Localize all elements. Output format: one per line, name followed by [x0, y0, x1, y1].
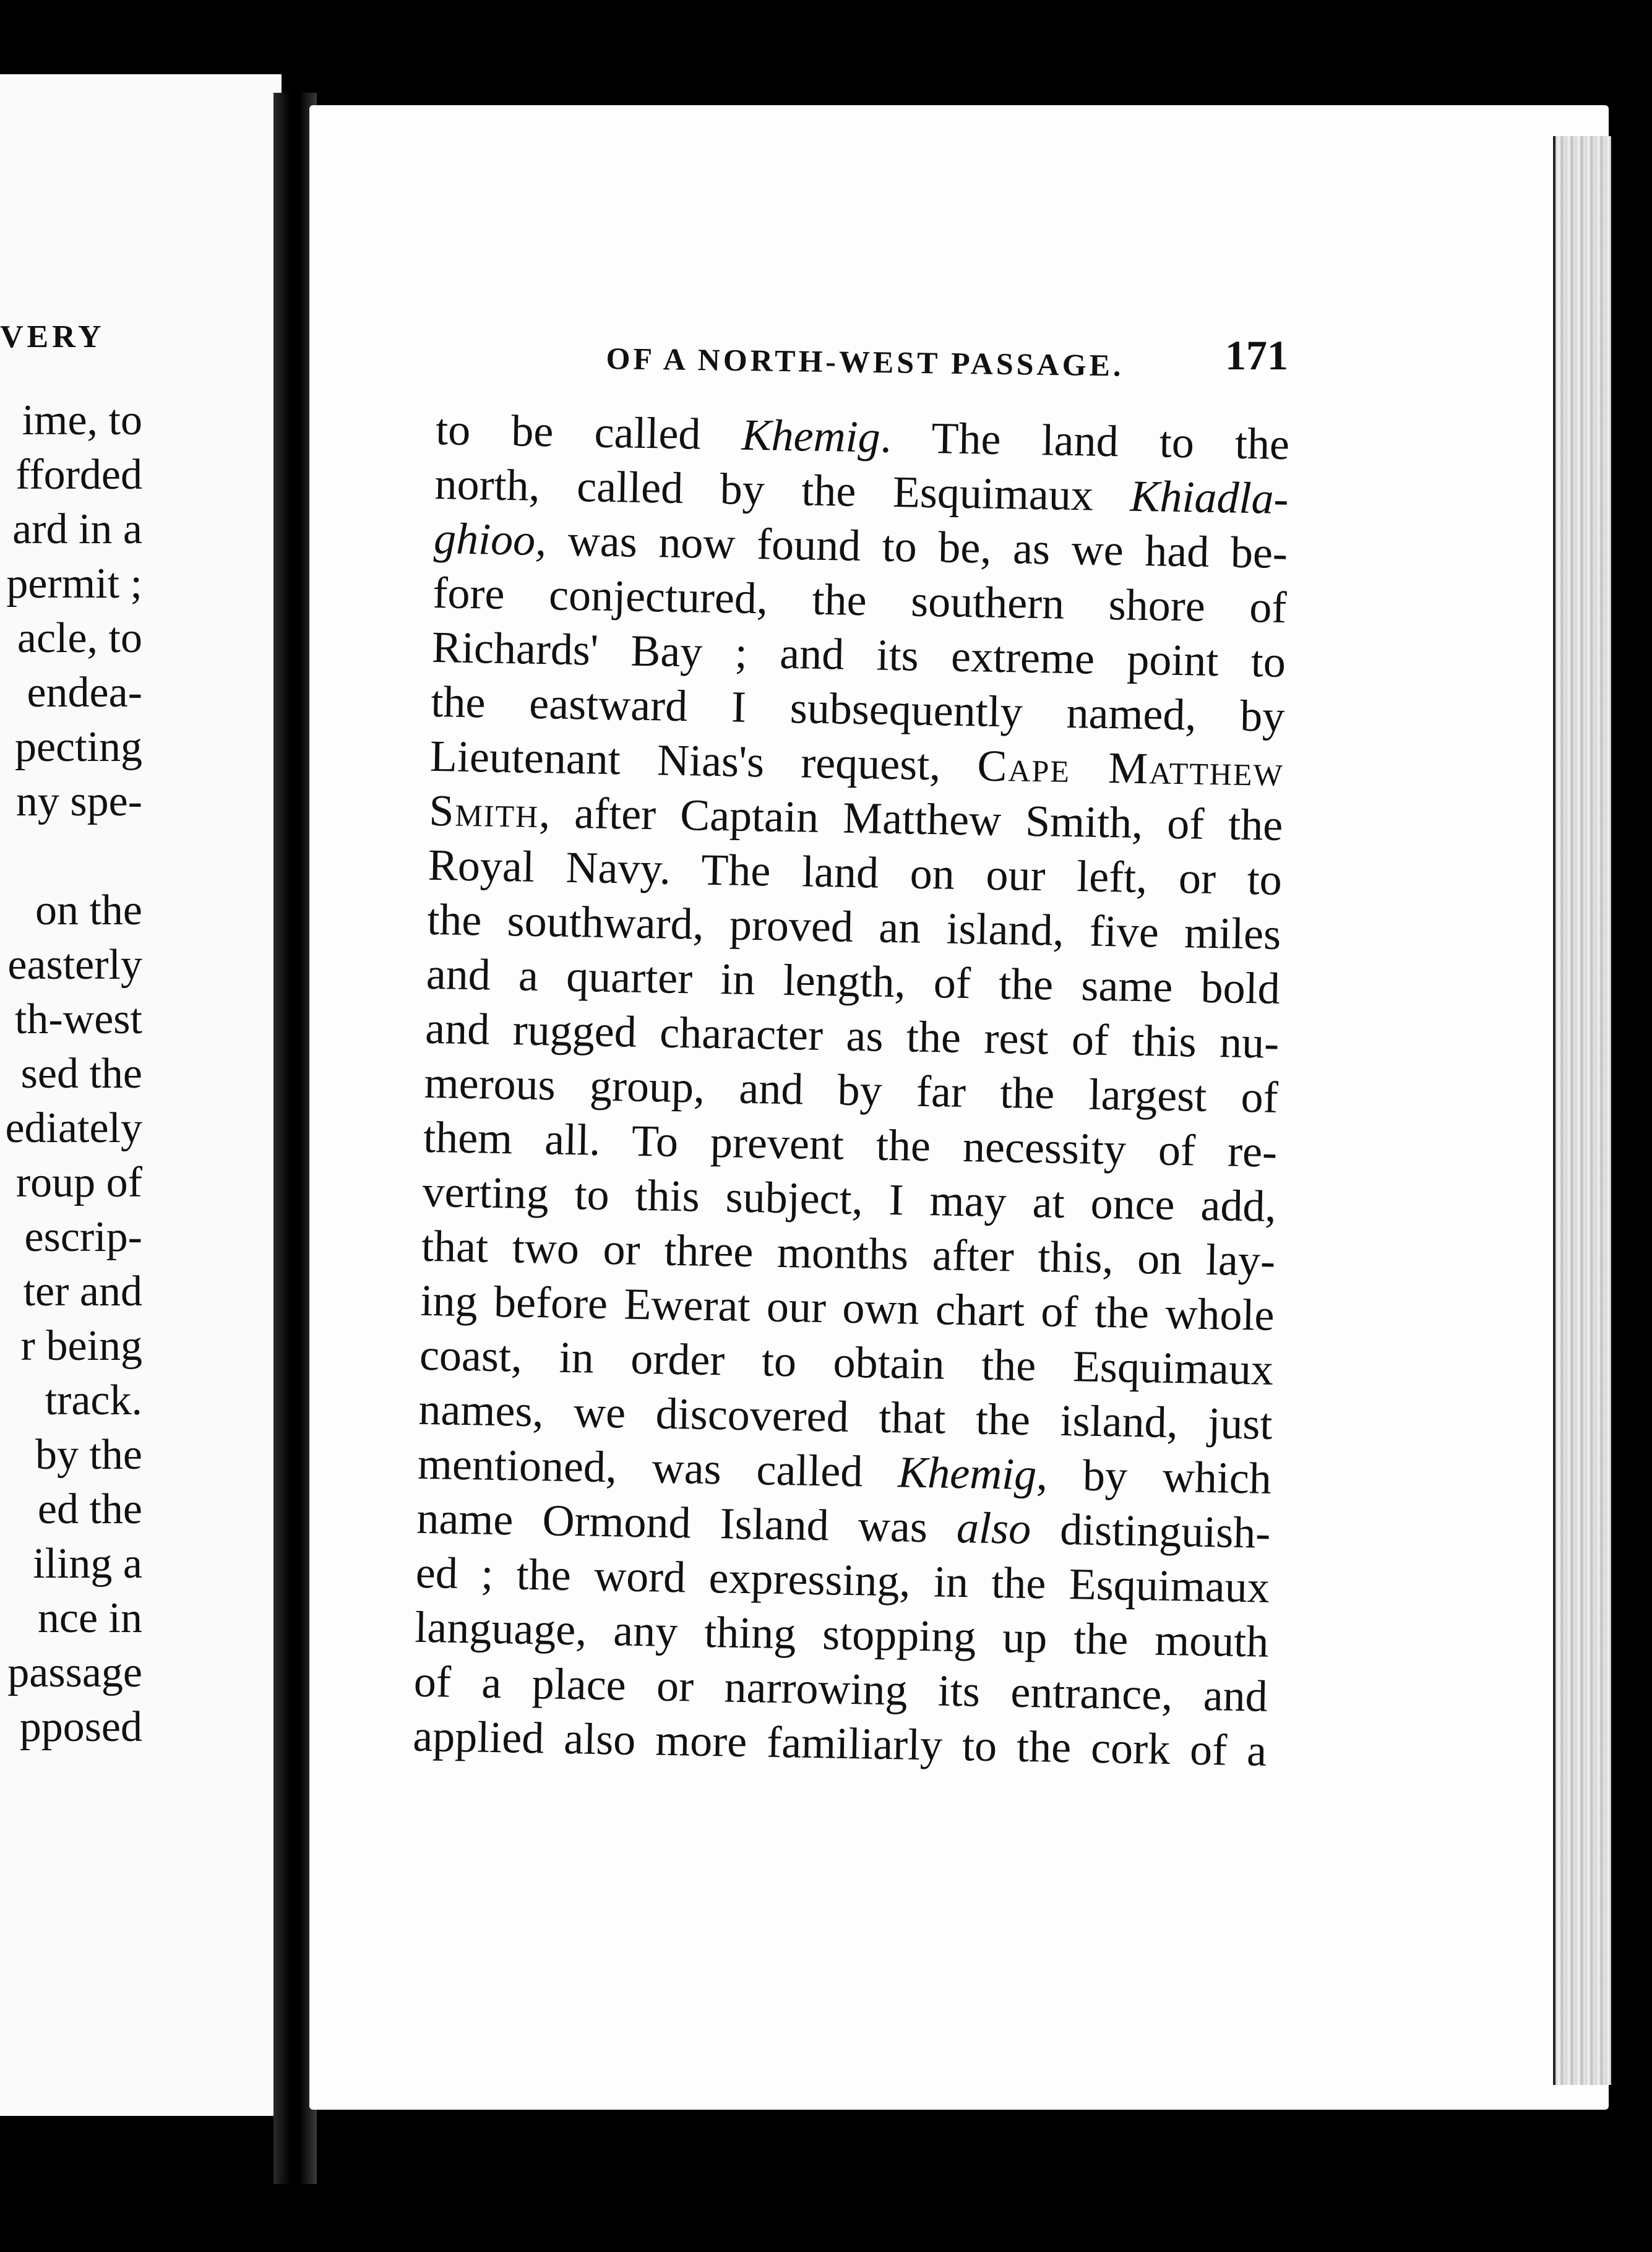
text-segment: and a quarter in length, of the same bold	[426, 948, 1281, 1013]
text-segment: north, called by the Esquimaux	[434, 458, 1131, 521]
italic-text: Khiadla-	[1129, 471, 1289, 524]
text-segment: to be called	[435, 404, 742, 460]
text-segment: Royal Navy. The land on our left, or to	[428, 840, 1283, 905]
previous-page-line: track.	[45, 1377, 142, 1424]
page-number: 171	[1225, 332, 1288, 379]
previous-page-line: on the	[35, 887, 142, 934]
text-segment: . The land to the	[879, 412, 1290, 470]
previous-page-line: ard in a	[12, 505, 142, 553]
previous-page-line: th-west	[14, 995, 142, 1043]
text-segment: mentioned, was called	[417, 1438, 898, 1497]
text-segment: , after Captain Matthew Smith, of the	[538, 788, 1283, 850]
previous-page-line: nce in	[37, 1594, 142, 1642]
text-segment: language, any thing stopping up the mouth	[414, 1602, 1269, 1667]
previous-page-line: pposed	[19, 1703, 142, 1751]
text-segment: ing before Ewerat our own chart of the whole	[419, 1275, 1275, 1340]
italic-text: Khemig	[741, 410, 881, 462]
text-segment: Lieutenant Nias's request,	[429, 731, 978, 791]
body-text	[413, 402, 1290, 1778]
text-segment: of a place or narrowing its entrance, and	[413, 1656, 1268, 1721]
text-segment: Richards' Bay ; and its extreme point to	[431, 622, 1286, 687]
previous-page-line: fforded	[15, 451, 142, 499]
previous-page-running-head: VERY	[0, 319, 105, 355]
previous-page-line: acle, to	[17, 614, 142, 662]
text-segment: the southward, proved an island, five miles	[426, 894, 1281, 959]
text-segment: ed ; the word expressing, in the Esquimaux	[415, 1547, 1270, 1612]
text-segment: name Ormond Island was	[416, 1493, 957, 1552]
page-edges	[1553, 136, 1611, 2085]
previous-page-line: permit ;	[6, 560, 142, 608]
previous-page-line: ed the	[37, 1485, 142, 1533]
text-segment: them all. To prevent the necessity of re-	[423, 1112, 1278, 1177]
previous-page-line: ter and	[23, 1268, 142, 1315]
previous-page-line: iling a	[33, 1540, 142, 1588]
previous-page-line: easterly	[7, 941, 142, 989]
previous-page-line: escrip-	[24, 1213, 142, 1261]
text-segment: distinguish-	[1030, 1504, 1271, 1558]
previous-page-line: passage	[7, 1649, 142, 1696]
previous-page	[0, 74, 282, 2116]
text-segment: names, we discovered that the island, just	[418, 1384, 1273, 1449]
small-caps-text: Cape Matthew	[976, 741, 1284, 796]
running-head: OF A NORTH-WEST PASSAGE.	[606, 340, 1124, 383]
text-segment: , by which	[1036, 1450, 1272, 1503]
italic-text: ghioo,	[433, 513, 547, 565]
text-segment: applied also more familiarly to the cork of a	[412, 1711, 1267, 1776]
previous-page-line: ny spe-	[15, 778, 142, 825]
italic-text: Khemig	[897, 1447, 1037, 1500]
small-caps-text: Smith	[428, 785, 540, 837]
previous-page-line: pecting	[14, 723, 142, 771]
text-segment: was now found to be, as we had be-	[546, 515, 1288, 578]
current-page	[309, 105, 1609, 2110]
previous-page-line: sed the	[20, 1050, 142, 1098]
text-segment: fore conjectured, the southern shore of	[432, 567, 1288, 633]
text-segment: verting to this subject, I may at once add,	[422, 1166, 1277, 1231]
italic-text: also	[956, 1502, 1031, 1554]
previous-page-line: ediately	[5, 1104, 142, 1152]
text-segment: coast, in order to obtain the Esquimaux	[419, 1330, 1274, 1395]
previous-page-line: r being	[20, 1322, 142, 1370]
text-segment: merous group, and by far the largest of	[424, 1057, 1279, 1122]
previous-page-line: endea-	[27, 669, 142, 716]
text-segment: that two or three months after this, on lay-	[421, 1221, 1276, 1286]
previous-page-line: ime, to	[22, 397, 142, 444]
text-segment: and rugged character as the rest of this nu-	[424, 1003, 1280, 1068]
text-segment: the eastward I subsequently named, by	[430, 676, 1286, 742]
previous-page-line: roup of	[15, 1159, 142, 1206]
previous-page-line: by the	[35, 1431, 142, 1479]
